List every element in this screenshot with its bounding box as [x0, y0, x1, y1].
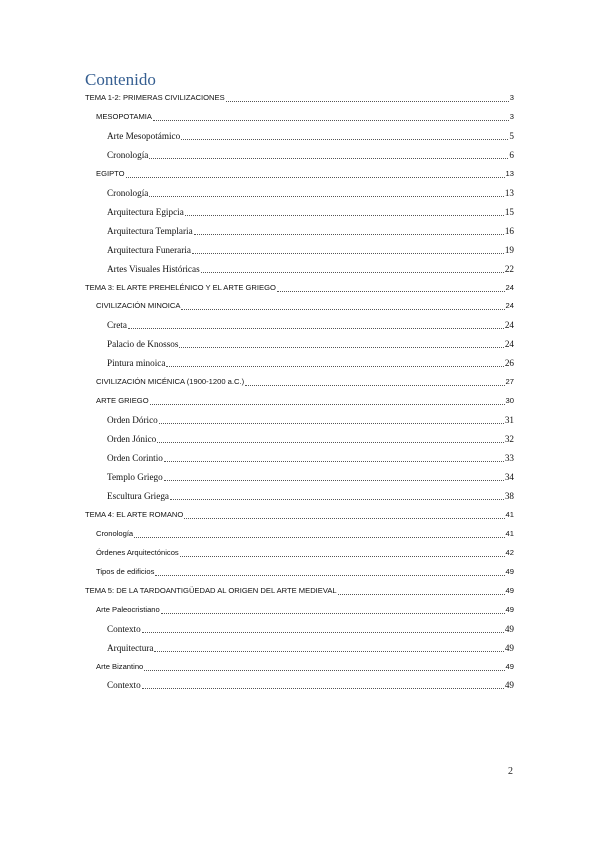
- toc-entry-page: 24: [505, 301, 514, 311]
- toc-entry-page: 49: [505, 585, 514, 595]
- dot-leader: [164, 479, 504, 481]
- toc-entry-label: Creta: [107, 320, 127, 331]
- toc-entry[interactable]: [107, 338, 514, 350]
- dot-leader: [154, 650, 503, 652]
- dot-leader: [277, 290, 505, 292]
- toc-entry-page: 32: [504, 434, 514, 445]
- toc-entry[interactable]: [107, 149, 514, 161]
- toc-entry[interactable]: [107, 319, 514, 331]
- toc-entry[interactable]: [96, 376, 514, 388]
- toc-entry-page: 15: [504, 206, 514, 217]
- toc-entry[interactable]: [107, 206, 514, 218]
- toc-entry-page: 3: [509, 93, 514, 102]
- dot-leader: [142, 631, 504, 633]
- toc-entry-page: 34: [504, 472, 514, 482]
- toc-entry-label: Arte Bizantino: [96, 661, 144, 671]
- dot-leader: [161, 612, 505, 614]
- toc-entry-label: Arte Mesopotámico: [107, 130, 181, 141]
- toc-entry-label: Artes Visuales Históricas: [107, 263, 200, 274]
- toc-entry[interactable]: [107, 357, 514, 369]
- dot-leader: [192, 252, 504, 254]
- toc-entry[interactable]: [107, 679, 514, 691]
- toc-entry[interactable]: [96, 168, 514, 180]
- toc-entry-page: 24: [505, 282, 514, 292]
- toc-entry-page: 13: [505, 168, 514, 178]
- toc-entry-label: Pintura minoica: [107, 358, 166, 369]
- dot-leader: [180, 555, 505, 557]
- toc-entry-label: Escultura Griega: [107, 490, 169, 501]
- dot-leader: [149, 195, 503, 197]
- dot-leader: [126, 176, 505, 178]
- toc-entry[interactable]: [96, 661, 514, 673]
- toc-entry-label: Orden Dórico: [107, 415, 158, 426]
- page-number: 2: [508, 766, 513, 777]
- toc-entry-page: 41: [505, 509, 514, 519]
- toc-entry-label: Cronología: [107, 187, 149, 198]
- toc-entry-label: Arquitectura: [107, 642, 154, 653]
- toc-entry[interactable]: [107, 263, 514, 275]
- toc-entry-label: Arte Paleocristiano: [96, 604, 160, 614]
- toc-entry-page: 41: [505, 528, 514, 538]
- dot-leader: [170, 498, 504, 500]
- toc-entry[interactable]: [96, 604, 514, 616]
- toc-entry[interactable]: [85, 282, 514, 294]
- toc-entry-page: 24: [504, 339, 514, 350]
- dot-leader: [184, 517, 504, 519]
- dot-leader: [164, 460, 504, 462]
- toc-entry-page: 38: [504, 490, 514, 501]
- toc-entry-label: EGIPTO: [96, 168, 125, 178]
- dot-leader: [201, 271, 504, 273]
- toc-entry-label: MESOPOTAMIA: [96, 111, 152, 121]
- toc-entry[interactable]: [107, 244, 514, 256]
- toc-entry-page: 24: [504, 320, 514, 331]
- toc-entry-page: 6: [509, 149, 514, 160]
- dot-leader: [245, 384, 504, 386]
- dot-leader: [166, 365, 503, 367]
- toc-entry[interactable]: [107, 490, 514, 502]
- dot-leader: [149, 157, 508, 159]
- toc-entry[interactable]: [85, 585, 514, 597]
- toc-entry[interactable]: [85, 92, 514, 104]
- toc-entry-label: Palacio de Knossos: [107, 339, 179, 350]
- toc-entry[interactable]: [85, 509, 514, 521]
- toc-entry[interactable]: [107, 187, 514, 199]
- toc-entry-label: TEMA 1-2: PRIMERAS CIVILIZACIONES: [85, 93, 225, 102]
- toc-entry-page: 30: [505, 396, 514, 406]
- toc-entry-label: TEMA 3: EL ARTE PREHELÉNICO Y EL ARTE GRIEGO: [85, 282, 276, 292]
- toc-entry-page: 16: [504, 225, 514, 236]
- toc-entry-label: Orden Jónico: [107, 434, 157, 445]
- dot-leader: [153, 119, 509, 121]
- dot-leader: [159, 422, 504, 424]
- toc-entry-label: Contexto: [107, 623, 141, 634]
- dot-leader: [128, 327, 504, 329]
- dot-leader: [194, 233, 504, 235]
- toc-entry-page: 49: [505, 661, 514, 671]
- dot-leader: [226, 100, 509, 102]
- dot-leader: [150, 403, 505, 405]
- toc-entry-label: Templo Griego: [107, 472, 163, 482]
- dot-leader: [144, 669, 504, 671]
- toc-entry-page: 49: [505, 604, 514, 614]
- toc-entry-page: 49: [504, 623, 514, 634]
- toc-entry-label: CIVILIZACIÓN MICÉNICA (1900-1200 a.C.): [96, 377, 245, 387]
- toc-entry-label: Contexto: [107, 680, 141, 691]
- toc-entry-page: 27: [505, 377, 514, 387]
- toc-entry-label: ARTE GRIEGO: [96, 396, 149, 406]
- toc-entry[interactable]: [96, 566, 514, 578]
- toc-entry[interactable]: [107, 225, 514, 237]
- toc-entry-label: Arquitectura Funeraria: [107, 244, 191, 255]
- toc-entry-page: 13: [504, 187, 514, 198]
- dot-leader: [179, 346, 503, 348]
- toc-entry[interactable]: [107, 414, 514, 426]
- dot-leader: [155, 574, 504, 576]
- dot-leader: [142, 687, 504, 689]
- toc-entry-label: TEMA 4: EL ARTE ROMANO: [85, 509, 184, 519]
- toc-entry-page: 31: [504, 415, 514, 426]
- toc-entry[interactable]: [107, 471, 514, 483]
- dot-leader: [134, 536, 504, 538]
- toc-entry-label: Órdenes Arquitectónicos: [96, 547, 179, 557]
- toc-entry-page: 3: [509, 111, 514, 121]
- toc-entry-label: TEMA 5: DE LA TARDOANTIGÜEDAD AL ORIGEN DEL ARTE MEDIEVAL: [85, 585, 337, 595]
- toc-entry-page: 22: [504, 263, 514, 274]
- toc-entry[interactable]: [96, 395, 514, 407]
- toc-entry-page: 26: [504, 358, 514, 369]
- toc-entry-label: Arquitectura Egipcia: [107, 206, 184, 217]
- dot-leader: [181, 308, 504, 310]
- toc-entry[interactable]: [107, 642, 514, 654]
- toc-entry-page: 19: [504, 244, 514, 255]
- toc-entry[interactable]: [107, 452, 514, 464]
- toc-entry[interactable]: [107, 433, 514, 445]
- toc-entry-label: Tipos de edificios: [96, 566, 155, 576]
- toc-entry-label: Cronología: [107, 149, 149, 160]
- toc-entry[interactable]: [107, 623, 514, 635]
- toc-entry-label: Orden Corintio: [107, 453, 163, 464]
- toc-entry-label: Arquitectura Templaria: [107, 225, 193, 236]
- toc-entry[interactable]: [107, 130, 514, 142]
- toc-entry-label: CIVILIZACIÓN MINOICA: [96, 301, 181, 311]
- dot-leader: [338, 593, 505, 595]
- dot-leader: [157, 441, 504, 443]
- toc-entry[interactable]: [96, 111, 514, 123]
- toc-entry[interactable]: [96, 300, 514, 312]
- toc-entry-page: 42: [505, 547, 514, 557]
- dot-leader: [185, 214, 504, 216]
- dot-leader: [181, 138, 508, 140]
- toc-entry-label: Cronología: [96, 528, 134, 538]
- toc-entry-page: 33: [504, 453, 514, 464]
- toc-entry-page: 5: [509, 130, 514, 141]
- toc-entry-page: 49: [504, 642, 514, 653]
- toc-entry[interactable]: [96, 547, 514, 559]
- toc-entry[interactable]: [96, 528, 514, 540]
- toc-entry-page: 49: [505, 566, 514, 576]
- toc-title: Contenido: [85, 70, 156, 89]
- toc-entry-page: 49: [504, 680, 514, 691]
